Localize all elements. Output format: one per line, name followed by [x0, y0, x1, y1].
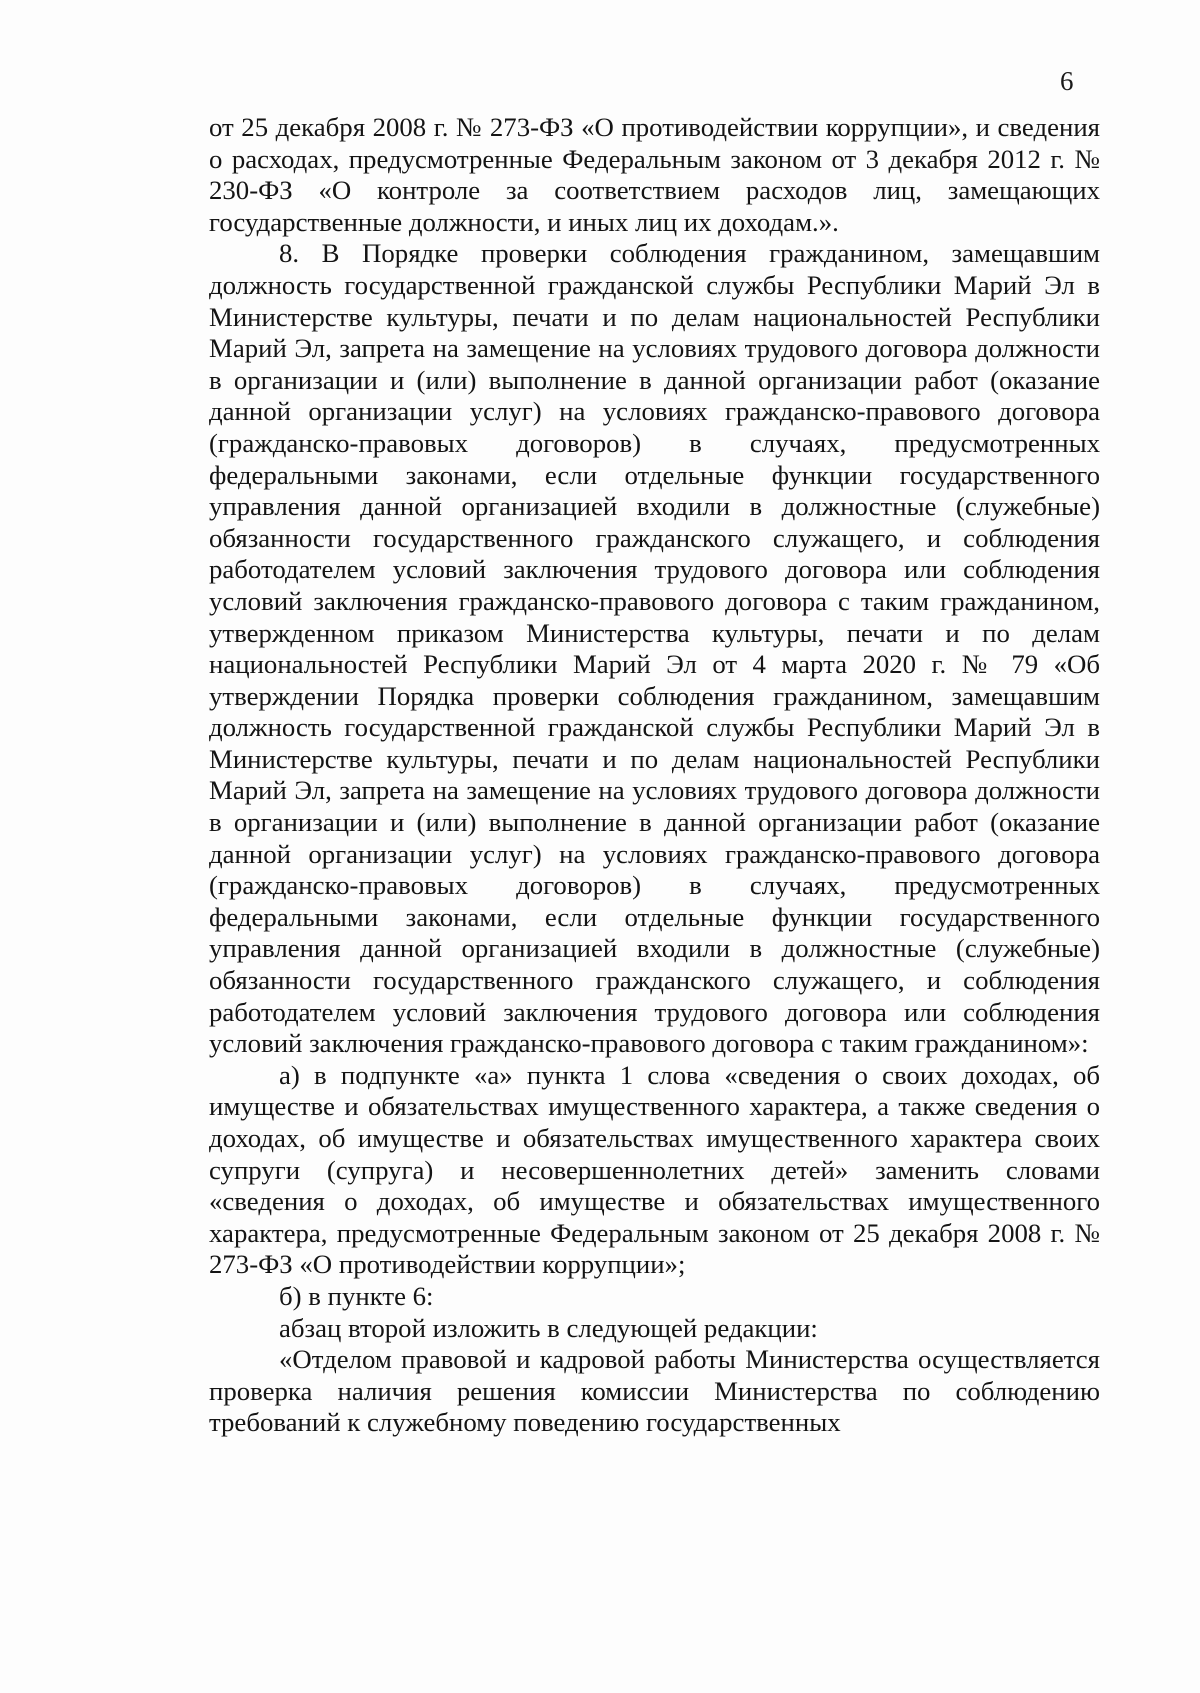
document-body	[209, 112, 1100, 1439]
paragraph-continuation: от 25 декабря 2008 г. № 273-ФЗ «О противодействии коррупции», и сведения о расходах, предусмотренные Федеральным законом от 3 декабря 2012 г. № 230-ФЗ «О контроле за соответствием расходов лиц, замещающих государственные должности, и иных лиц их доходам.».	[209, 112, 1100, 237]
paragraph-subitem-a: а) в подпункте «а» пункта 1 слова «сведения о своих доходах, об имуществе и обязательствах имущественного характера, а также сведения о доходах, об имуществе и обязательствах имущественного характера своих супруги (супруга) и несовершеннолетних детей» заменить словами «сведения о доходах, об имуществе и обязательствах имущественного характера, предусмотренные Федеральным законом от 25 декабря 2008 г. № 273-ФЗ «О противодействии коррупции»;	[209, 1059, 1100, 1280]
page-number: 6	[1060, 66, 1074, 96]
paragraph-quote: «Отделом правовой и кадровой работы Министерства осуществляется проверка наличия решения комиссии Министерства по соблюдению требований к служебному поведению государственных	[209, 1344, 1100, 1438]
paragraph-item-8: 8. В Порядке проверки соблюдения гражданином, замещавшим должность государственной гражданской службы Республики Марий Эл в Министерстве культуры, печати и по делам национальностей Республики Марий Эл, запрета на замещение на условиях трудового договора должности в организации и (или) выполнение в данной организации работ (оказание данной организации услуг) на условиях гражданско-правового договора (гражданско-правовых договоров) в случаях, предусмотренных федеральными законами, если отдельные функции государственного управления данной организацией входили в должностные (служебные) обязанности государственного гражданского служащего, и соблюдения работодателем условий заключения трудового договора или соблюдения условий заключения гражданско-правового договора с таким гражданином, утвержденном приказом Министерства культуры, печати и по делам национальностей Республики Марий Эл от 4 марта 2020 г. № 79 «Об утверждении Порядка проверки соблюдения гражданином, замещавшим должность государственной гражданской службы Республики Марий Эл в Министерстве культуры, печати и по делам национальностей Республики Марий Эл, запрета на замещение на условиях трудового договора должности в организации и (или) выполнение в данной организации работ (оказание данной организации услуг) на условиях гражданско-правового договора (гражданско-правовых договоров) в случаях, предусмотренных федеральными законами, если отдельные функции государственного управления данной организацией входили в должностные (служебные) обязанности государственного гражданского служащего, и соблюдения работодателем условий заключения трудового договора или соблюдения условий заключения гражданско-правового договора с таким гражданином»:	[209, 238, 1100, 1059]
paragraph-subitem-b: б) в пункте 6:	[279, 1280, 434, 1311]
paragraph-abzac: абзац второй изложить в следующей редакции:	[279, 1312, 818, 1343]
